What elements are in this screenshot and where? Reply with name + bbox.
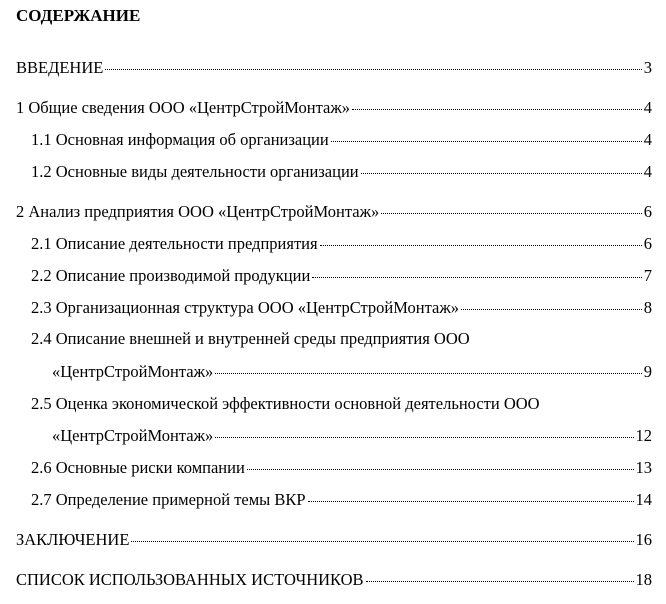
dot-leader <box>352 108 642 110</box>
toc-entry-section-2-1[interactable] <box>31 233 652 255</box>
dot-leader <box>361 172 642 174</box>
toc-entry-title: 1 Общие сведения ООО «ЦентрСтройМонтаж» <box>16 98 350 117</box>
toc-entry-section-2-5[interactable] <box>52 425 652 447</box>
dot-leader <box>366 580 634 582</box>
toc-entry-section-2[interactable] <box>16 201 652 223</box>
toc-entry-page: 4 <box>643 162 652 181</box>
toc-entry-page: 8 <box>643 298 652 317</box>
toc-entry-title: 2.7 Определение примерной темы ВКР <box>31 490 306 509</box>
toc-entry-section-2-5-title[interactable]: 2.5 Оценка экономической эффективности основной деятельности ООО <box>31 394 540 413</box>
toc-entry-section-2-4[interactable] <box>52 361 652 383</box>
dot-leader <box>312 276 641 278</box>
toc-entry-title-continuation: «ЦентрСтройМонтаж» <box>52 426 214 445</box>
toc-entry-conclusion[interactable] <box>16 529 652 551</box>
dot-leader <box>131 540 633 542</box>
toc-entry-title: 2.6 Основные риски компании <box>31 458 245 477</box>
toc-entry-introduction[interactable] <box>16 57 652 79</box>
dot-leader <box>247 468 634 470</box>
toc-entry-section-1-2[interactable] <box>31 161 652 183</box>
toc-entry-page: 6 <box>643 234 652 253</box>
toc-entry-page: 4 <box>643 130 652 149</box>
toc-entry-title-continuation: «ЦентрСтройМонтаж» <box>52 362 214 381</box>
toc-entry-page: 4 <box>643 98 652 117</box>
dot-leader <box>320 244 642 246</box>
dot-leader <box>215 436 633 438</box>
toc-entry-page: 12 <box>635 426 652 445</box>
toc-entry-section-2-3[interactable] <box>31 297 652 319</box>
dot-leader <box>461 308 642 310</box>
toc-entry-title: 2.3 Организационная структура ООО «ЦентрСтройМонтаж» <box>31 298 459 317</box>
toc-entry-title: 2.1 Описание деятельности предприятия <box>31 234 318 253</box>
toc-entry-references[interactable] <box>16 569 652 591</box>
toc-entry-title: СПИСОК ИСПОЛЬЗОВАННЫХ ИСТОЧНИКОВ <box>16 570 364 589</box>
toc-entry-page: 9 <box>643 362 652 381</box>
page-title: СОДЕРЖАНИЕ <box>16 6 141 25</box>
dot-leader <box>381 212 642 214</box>
toc-entry-page: 18 <box>635 570 652 589</box>
toc-entry-section-2-7[interactable] <box>31 489 652 511</box>
toc-entry-section-2-4-title[interactable]: 2.4 Описание внешней и внутренней среды предприятия ООО <box>31 329 470 348</box>
toc-entry-page: 13 <box>635 458 652 477</box>
toc-entry-title: ВВЕДЕНИЕ <box>16 58 104 77</box>
toc-entry-section-1[interactable] <box>16 97 652 119</box>
toc-entry-title: 1.1 Основная информация об организации <box>31 130 329 149</box>
toc-entry-page: 7 <box>643 266 652 285</box>
toc-entry-page: 14 <box>635 490 652 509</box>
toc-entry-page: 3 <box>643 58 652 77</box>
toc-entry-title: 2.2 Описание производимой продукции <box>31 266 311 285</box>
toc-entry-section-1-1[interactable] <box>31 129 652 151</box>
toc-entry-page: 6 <box>643 202 652 221</box>
toc-entry-section-2-2[interactable] <box>31 265 652 287</box>
toc-entry-page: 16 <box>635 530 652 549</box>
dot-leader <box>308 500 634 502</box>
toc-entry-title: 1.2 Основные виды деятельности организации <box>31 162 359 181</box>
toc-entry-title: 2 Анализ предприятия ООО «ЦентрСтройМонтаж» <box>16 202 380 221</box>
dot-leader <box>331 140 642 142</box>
dot-leader <box>215 372 642 374</box>
dot-leader <box>105 68 641 70</box>
toc-entry-section-2-6[interactable] <box>31 457 652 479</box>
toc-entry-title: ЗАКЛЮЧЕНИЕ <box>16 530 130 549</box>
